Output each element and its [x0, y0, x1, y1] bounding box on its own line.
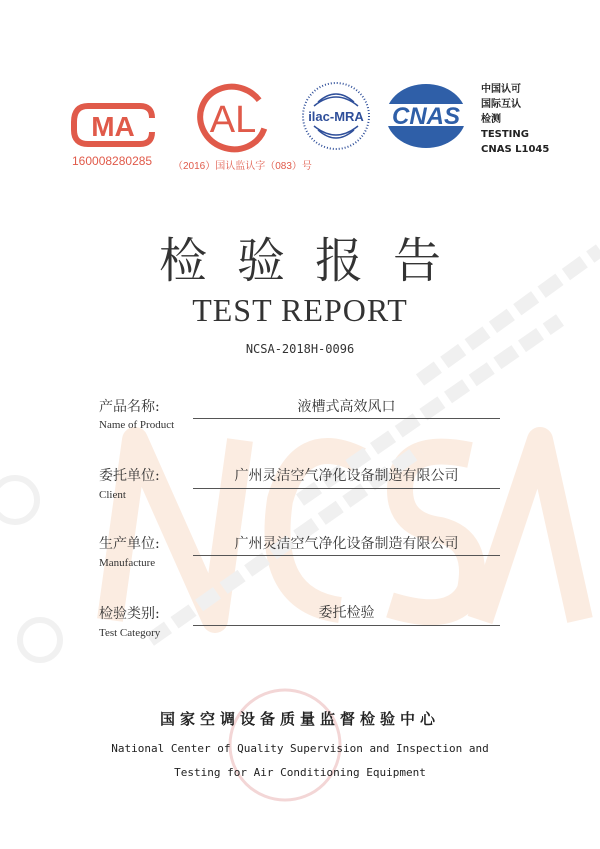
svg-text:CNAS: CNAS [391, 103, 461, 130]
cal-number: （2016）国认监认字（083）号 [173, 161, 312, 172]
value-manufacture: 广州灵洁空气净化设备制造有限公司 [234, 536, 459, 552]
cnas-line: 中国认可 [481, 84, 521, 95]
cnas-line: TESTING [481, 129, 529, 140]
underline [193, 418, 500, 419]
ilac-mra-logo [300, 80, 372, 152]
underline [193, 488, 500, 489]
underline [193, 555, 500, 556]
svg-text:ilac-MRA: ilac-MRA [308, 109, 364, 124]
label-product-en: Name of Product [99, 419, 175, 431]
label-category-cn: 检验类别: [99, 606, 160, 622]
label-product-cn: 产品名称: [99, 399, 160, 415]
title-chinese: 检验报告 [158, 233, 471, 289]
label-client-en: Client [99, 489, 126, 501]
svg-text:MA: MA [91, 111, 135, 142]
label-manufacture-en: Manufacture [99, 557, 156, 569]
organization-english-line1: National Center of Quality Supervision and Inspection and [111, 742, 489, 755]
cnas-accreditation-text [481, 82, 549, 157]
cnas-line: 国际互认 [481, 99, 521, 110]
cma-number: 160008280285 [72, 154, 153, 168]
cal-logo [195, 82, 275, 154]
label-category-en: Test Category [99, 627, 161, 639]
organization-chinese: 国家空调设备质量监督检验中心 [159, 710, 440, 728]
title-english: TEST REPORT [192, 292, 408, 328]
underline [193, 625, 500, 626]
cnas-line: 检测 [481, 114, 501, 125]
value-product: 液槽式高效风口 [297, 399, 396, 415]
value-client: 广州灵洁空气净化设备制造有限公司 [234, 468, 459, 484]
label-manufacture-cn: 生产单位: [99, 536, 160, 552]
cma-logo [70, 100, 155, 150]
cnas-line: CNAS L1045 [481, 144, 550, 155]
watermark-logo [0, 478, 60, 660]
value-category: 委托检验 [318, 605, 375, 621]
cnas-logo [383, 82, 469, 150]
organization-english-line2: Testing for Air Conditioning Equipment [174, 766, 426, 779]
label-client-cn: 委托单位: [99, 468, 160, 484]
svg-text:AL: AL [209, 99, 257, 141]
report-number: NCSA-2018H-0096 [245, 342, 355, 356]
